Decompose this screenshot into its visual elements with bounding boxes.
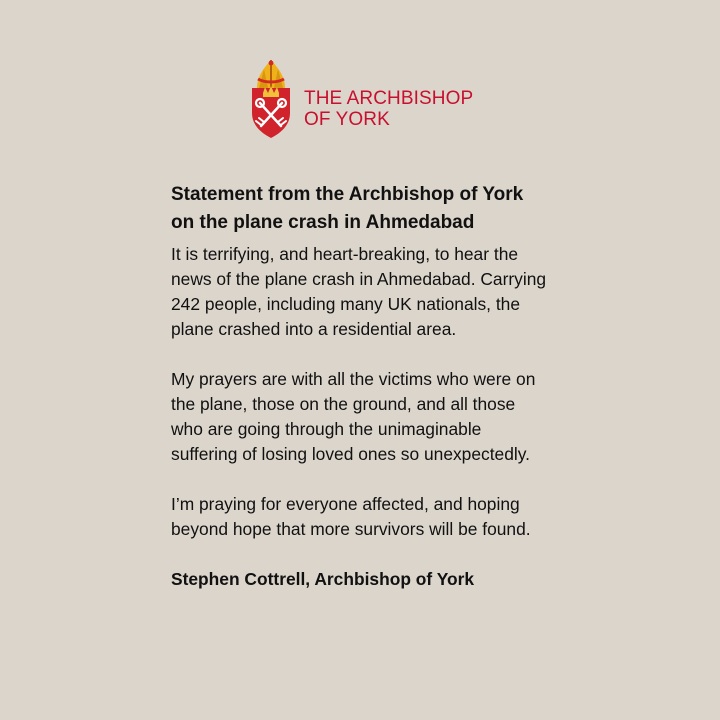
statement-paragraph: My prayers are with all the victims who were on the plane, those on the ground, and all those who are going through the unimaginable suffering of losing loved ones so unexpectedly. bbox=[171, 369, 536, 464]
statement-body bbox=[171, 242, 551, 542]
statement-signature: Stephen Cottrell, Archbishop of York bbox=[171, 569, 475, 589]
statement-title: Statement from the Archbishop of York on the plane crash in Ahmedabad bbox=[171, 184, 524, 233]
statement bbox=[171, 181, 551, 592]
logo-wordmark bbox=[304, 88, 473, 130]
logo-line-1: THE ARCHBISHOP bbox=[304, 88, 474, 109]
archbishop-crest-icon bbox=[250, 58, 292, 140]
logo-line-2: OF YORK bbox=[304, 109, 390, 130]
statement-paragraph: I’m praying for everyone affected, and hoping beyond hope that more survivors will be found. bbox=[171, 494, 531, 539]
archbishop-logo bbox=[250, 58, 480, 142]
statement-paragraph: It is terrifying, and heart-breaking, to hear the news of the plane crash in Ahmedabad. Carrying 242 people, including many UK nationals, the plane crashed into a residential area. bbox=[171, 244, 547, 339]
